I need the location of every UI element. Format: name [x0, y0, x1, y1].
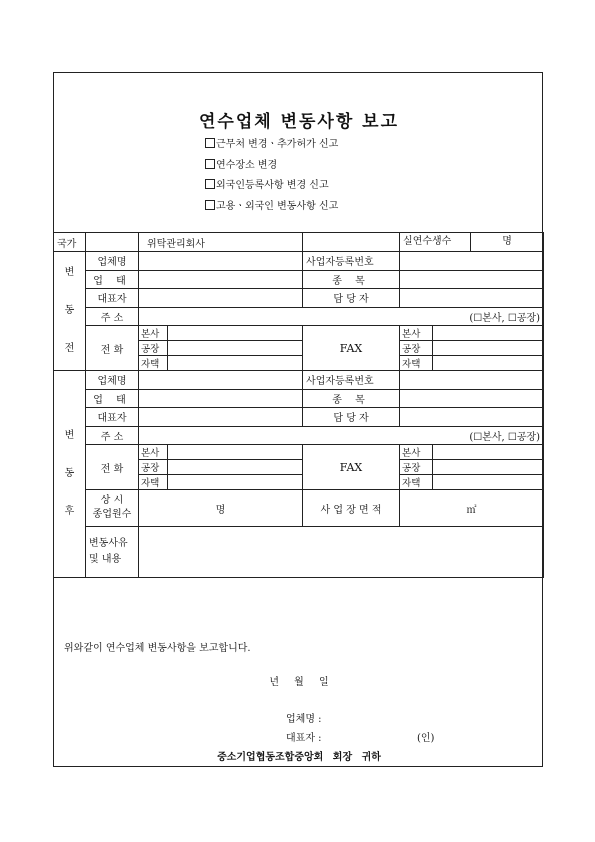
before-fax-home-label: 자택 [400, 356, 433, 371]
report-type-checklist [205, 135, 338, 217]
after-business-reg-label: 사업자등록번호 [303, 371, 400, 390]
after-business-reg-field[interactable] [400, 371, 544, 390]
before-fax-factory-field[interactable] [433, 341, 544, 356]
before-address-field[interactable] [139, 307, 544, 326]
before-fax-head-office-label: 본사 [400, 326, 433, 341]
form-title: 연수업체 변동사항 보고 [198, 112, 400, 132]
before-company-name-label: 업체명 [86, 252, 139, 271]
after-person-in-charge-field[interactable] [400, 408, 544, 427]
date-line[interactable]: 년 월 일 [269, 677, 329, 688]
before-item-field[interactable] [400, 270, 544, 289]
after-business-type-field[interactable] [139, 389, 303, 408]
before-business-type-field[interactable] [139, 270, 303, 289]
before-fax-head-office-field[interactable] [433, 326, 544, 341]
after-reason-field[interactable] [139, 527, 544, 578]
after-employees-field[interactable] [139, 490, 303, 527]
after-site-area-label: 사 업 장 면 적 [303, 490, 400, 527]
before-phone-home-label: 자택 [139, 356, 168, 371]
checkbox-label: 고용ㆍ외국인 변동사항 신고 [216, 200, 339, 212]
after-fax-head-office-field[interactable] [433, 445, 544, 460]
checkbox-item[interactable] [205, 156, 338, 177]
after-item-field[interactable] [400, 389, 544, 408]
after-address-note[interactable]: (☐본사, ☐공장) [469, 431, 541, 443]
before-fax-home-field[interactable] [433, 356, 544, 371]
after-phone-factory-field[interactable] [168, 460, 303, 475]
before-phone-head-office-field[interactable] [168, 326, 303, 341]
statement-text: 위와같이 연수업체 변동사항을 보고합니다. [64, 643, 251, 654]
header-row [54, 233, 544, 252]
after-representative-field[interactable] [139, 408, 303, 427]
after-employees-label: 상 시 종업원수 [86, 490, 139, 527]
before-address-label: 주 소 [86, 307, 139, 326]
agency-value[interactable] [303, 233, 400, 252]
checkbox-label: 근무처 변경ㆍ추가허가 신고 [216, 139, 339, 150]
before-business-reg-field[interactable] [400, 252, 544, 271]
before-representative-label: 대표자 [86, 289, 139, 308]
after-area-unit: ㎡ [466, 504, 477, 516]
after-fax-head-office-label: 본사 [400, 445, 433, 460]
checkbox-item[interactable] [205, 176, 338, 197]
before-phone-factory-label: 공장 [139, 341, 168, 356]
after-side-label: 변 동 후 [54, 371, 86, 578]
before-representative-field[interactable] [139, 289, 303, 308]
form-frame [53, 72, 543, 767]
trainees-label: 실연수생수 [400, 233, 471, 251]
before-company-name-field[interactable] [139, 252, 303, 271]
after-fax-home-field[interactable] [433, 475, 544, 490]
after-phone-head-office-label: 본사 [139, 445, 168, 460]
before-phone-home-field[interactable] [168, 356, 303, 371]
checkbox-icon[interactable] [205, 200, 215, 210]
after-fax-factory-label: 공장 [400, 460, 433, 475]
before-fax-factory-label: 공장 [400, 341, 433, 356]
after-business-type-label: 업 태 [86, 389, 139, 408]
before-business-type-label: 업 태 [86, 270, 139, 289]
before-phone-factory-field[interactable] [168, 341, 303, 356]
after-phone-home-field[interactable] [168, 475, 303, 490]
after-reason-label: 변동사유 및 내용 [86, 527, 139, 578]
after-phone-head-office-field[interactable] [168, 445, 303, 460]
country-label: 국가 [54, 233, 86, 252]
before-phone-head-office-label: 본사 [139, 326, 168, 341]
checkbox-icon[interactable] [205, 138, 215, 148]
before-address-note[interactable]: (☐본사, ☐공장) [469, 312, 541, 324]
before-business-reg-label: 사업자등록번호 [303, 252, 400, 271]
after-person-in-charge-label: 담 당 자 [303, 408, 400, 427]
after-address-label: 주 소 [86, 426, 139, 445]
after-company-name-field[interactable] [139, 371, 303, 390]
seal-mark: (인) [417, 733, 435, 744]
agency-label: 위탁관리회사 [139, 233, 303, 252]
report-table [53, 232, 544, 578]
after-phone-factory-label: 공장 [139, 460, 168, 475]
checkbox-icon[interactable] [205, 159, 215, 169]
checkbox-label: 외국인등록사항 변경 신고 [216, 180, 329, 191]
after-fax-label: FAX [303, 445, 400, 490]
company-sign-line[interactable]: 업체명 : [286, 714, 322, 725]
after-representative-label: 대표자 [86, 408, 139, 427]
after-address-field[interactable] [139, 426, 544, 445]
after-fax-home-label: 자택 [400, 475, 433, 490]
trainees-unit[interactable]: 명 [502, 236, 512, 247]
checkbox-label: 연수장소 변경 [216, 159, 278, 171]
checkbox-item[interactable] [205, 197, 338, 218]
before-phone-label: 전 화 [86, 326, 139, 371]
before-side-label: 변 동 전 [54, 252, 86, 371]
after-company-name-label: 업체명 [86, 371, 139, 390]
checkbox-icon[interactable] [205, 179, 215, 189]
trainees-cell [400, 233, 544, 252]
addressee: 중소기업협동조합중앙회 회장 귀하 [217, 752, 381, 763]
checkbox-item[interactable] [205, 135, 338, 156]
before-fax-label: FAX [303, 326, 400, 371]
country-value[interactable] [86, 233, 139, 252]
after-employees-unit: 명 [215, 504, 226, 516]
after-fax-factory-field[interactable] [433, 460, 544, 475]
before-person-in-charge-label: 담 당 자 [303, 289, 400, 308]
before-item-label: 종 목 [303, 270, 400, 289]
rep-sign-line[interactable]: 대표자 : [286, 733, 322, 744]
after-item-label: 종 목 [303, 389, 400, 408]
after-phone-home-label: 자택 [139, 475, 168, 490]
before-person-in-charge-field[interactable] [400, 289, 544, 308]
after-site-area-field[interactable] [400, 490, 544, 527]
after-phone-label: 전 화 [86, 445, 139, 490]
